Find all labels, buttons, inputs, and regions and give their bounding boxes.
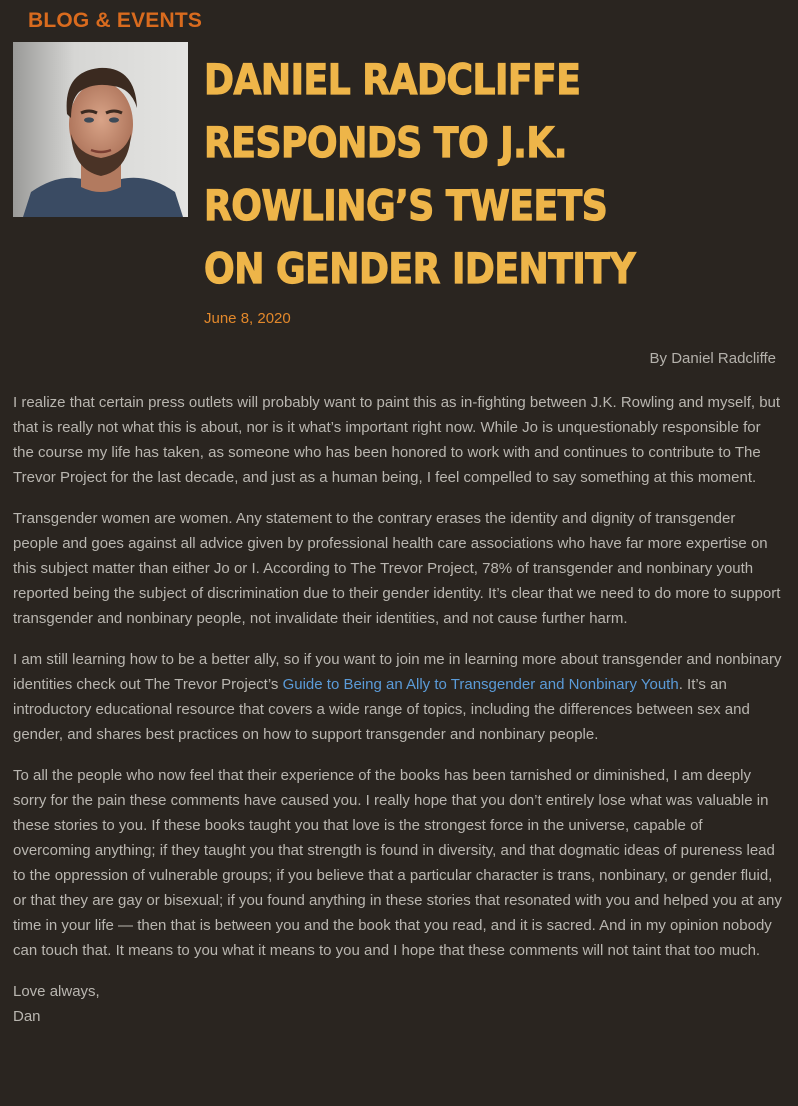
author-photo [13,42,188,217]
headline-line: ON GENDER IDENTITY [204,244,636,293]
signoff-name: Dan [13,1008,41,1025]
article-headline [204,48,711,300]
headline-line: ROWLING’S TWEETS [204,181,608,230]
ally-guide-link[interactable]: Guide to Being an Ally to Transgender and Nonbinary Youth [282,676,679,693]
article-paragraph [13,647,783,747]
publish-date: June 8, 2020 [204,310,291,327]
article-body [13,390,783,1029]
signoff-closing: Love always, [13,983,100,1000]
paragraph-text: . It’s an introductory educational resource that covers a wide range of topics, including the differences between sex and gender, and shares best practices on how to support transgender and nonbinary people. [13,676,750,743]
article-paragraph: I realize that certain press outlets will probably want to paint this as in-fighting between J.K. Rowling and myself, but that is really not what this is about, nor is it what’s important right now. While Jo is unquestionably responsible for the course my life has taken, as someone who has been honored to work with and continues to contribute to The Trevor Project for the last decade, and just as a human being, I feel compelled to say something at this moment. [13,394,781,486]
portrait-image [13,42,188,217]
headline-line: RESPONDS TO J.K. [204,118,568,167]
signoff [13,979,783,1029]
byline: By Daniel Radcliffe [649,350,776,367]
section-label-blog-events[interactable]: BLOG & EVENTS [28,9,203,32]
paragraph-text: I am still learning how to be a better ally, so if you want to join me in learning more about transgender and nonbinary identities check out The Trevor Project’s [13,651,782,693]
article-paragraph: To all the people who now feel that their experience of the books has been tarnished or diminished, I am deeply sorry for the pain these comments have caused you. I really hope that you don’t entirely lose what was valuable in these stories to you. If these books taught you that love is the strongest force in the universe, capable of overcoming anything; if they taught you that strength is found in diversity, and that dogmatic ideas of pureness lead to the oppression of vulnerable groups; if you believe that a particular character is trans, nonbinary, or gender fluid, or that they are gay or bisexual; if you found anything in these stories that resonated with you and helped you at any time in your life — then that is between you and the book that you read, and it is sacred. And in my opinion nobody can touch that. It means to you what it means to you and I hope that these comments will not taint that too much. [13,767,782,959]
headline-line: DANIEL RADCLIFFE [204,55,581,104]
article-paragraph: Transgender women are women. Any statement to the contrary erases the identity and dignity of transgender people and goes against all advice given by professional health care associations who have far more expertise on this subject matter than either Jo or I. According to The Trevor Project, 78% of transgender and nonbinary youth reported being the subject of discrimination due to their gender identity. It’s clear that we need to do more to support transgender and nonbinary people, not invalidate their identities, and not cause further harm. [13,510,781,627]
